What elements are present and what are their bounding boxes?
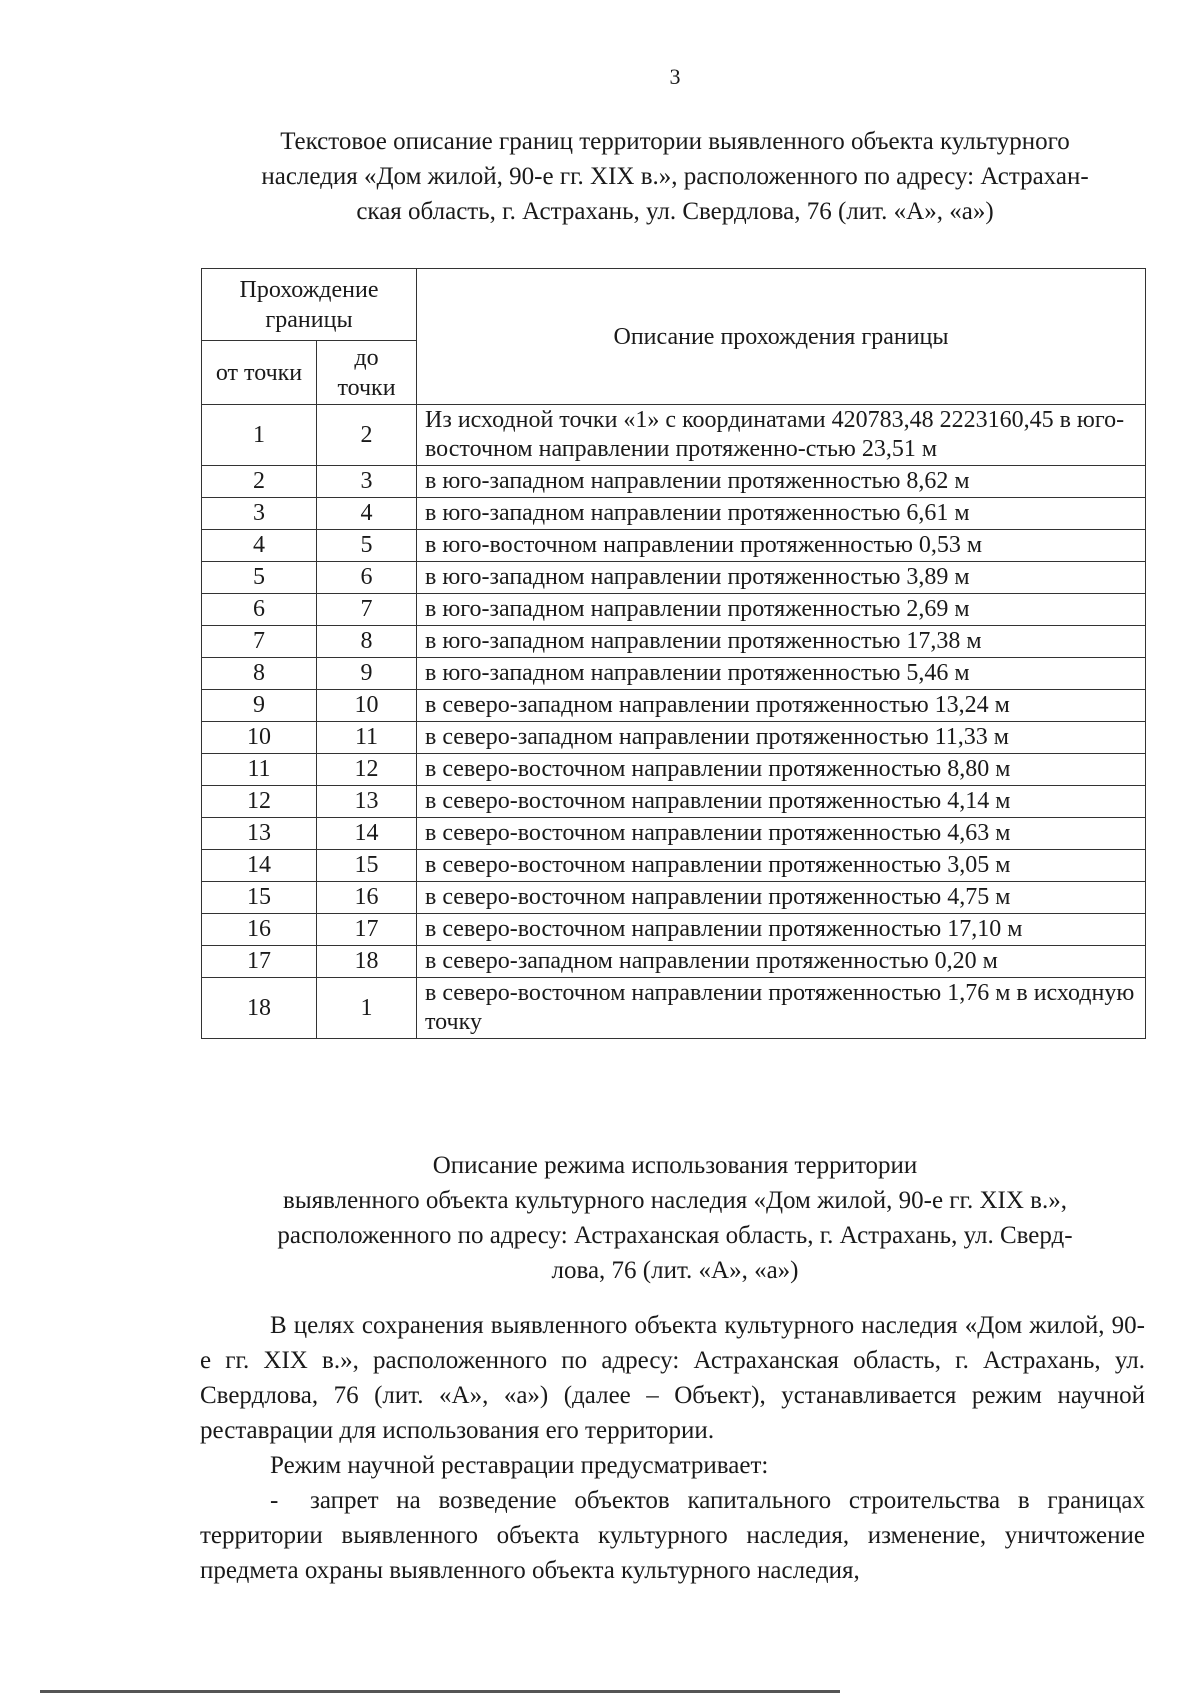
from-point-cell: 8	[202, 658, 317, 690]
to-point-cell: 3	[317, 466, 417, 498]
description-cell: в северо-западном направлении протяженностью 0,20 м	[417, 946, 1146, 978]
description-cell: в северо-восточном направлении протяженностью 4,75 м	[417, 882, 1146, 914]
boundary-table	[201, 268, 1146, 1039]
to-point-cell: 15	[317, 850, 417, 882]
from-point-cell: 17	[202, 946, 317, 978]
to-point-cell: 13	[317, 786, 417, 818]
to-point-cell: 10	[317, 690, 417, 722]
table-row	[202, 946, 1146, 978]
to-point-cell: 1	[317, 978, 417, 1039]
description-cell: в северо-восточном направлении протяженностью 17,10 м	[417, 914, 1146, 946]
to-point-cell: 4	[317, 498, 417, 530]
to-point-cell: 8	[317, 626, 417, 658]
header-to-point: до точки	[317, 341, 417, 405]
table-row	[202, 498, 1146, 530]
description-cell: в северо-восточном направлении протяженностью 4,63 м	[417, 818, 1146, 850]
from-point-cell: 11	[202, 754, 317, 786]
header-description: Описание прохождения границы	[417, 269, 1146, 405]
title-line: лова, 76 (лит. «А», «а»)	[551, 1257, 799, 1284]
table-row	[202, 754, 1146, 786]
bullet-dash: -	[270, 1487, 279, 1514]
table-row	[202, 978, 1146, 1039]
paragraph: Режим научной реставрации предусматривает:	[270, 1452, 769, 1479]
description-cell: в юго-восточном направлении протяженностью 0,53 м	[417, 530, 1146, 562]
title-line: выявленного объекта культурного наследия «Дом жилой, 90-е гг. XIX в.»,	[283, 1187, 1067, 1214]
description-cell: в юго-западном направлении протяженностью 8,62 м	[417, 466, 1146, 498]
to-point-cell: 11	[317, 722, 417, 754]
from-point-cell: 6	[202, 594, 317, 626]
from-point-cell: 2	[202, 466, 317, 498]
to-point-cell: 2	[317, 405, 417, 466]
from-point-cell: 1	[202, 405, 317, 466]
to-point-cell: 18	[317, 946, 417, 978]
table-row	[202, 690, 1146, 722]
to-point-cell: 12	[317, 754, 417, 786]
table-row	[202, 786, 1146, 818]
from-point-cell: 14	[202, 850, 317, 882]
to-point-cell: 5	[317, 530, 417, 562]
table-row	[202, 722, 1146, 754]
table-row	[202, 466, 1146, 498]
page-number: 3	[669, 64, 681, 89]
title-line: Текстовое описание границ территории выявленного объекта культурного	[280, 128, 1070, 155]
description-cell: в юго-западном направлении протяженностью 17,38 м	[417, 626, 1146, 658]
body-text	[200, 1308, 1145, 1588]
boundary-description-title	[200, 124, 1150, 229]
description-cell: в северо-восточном направлении протяженностью 8,80 м	[417, 754, 1146, 786]
page-bottom-rule	[40, 1690, 840, 1693]
description-cell: в юго-западном направлении протяженностью 6,61 м	[417, 498, 1146, 530]
usage-regime-title	[200, 1148, 1150, 1288]
title-line: расположенного по адресу: Астраханская область, г. Астрахань, ул. Сверд-	[277, 1222, 1073, 1249]
list-item	[200, 1483, 1145, 1588]
from-point-cell: 18	[202, 978, 317, 1039]
table-row	[202, 594, 1146, 626]
table-row	[202, 626, 1146, 658]
from-point-cell: 12	[202, 786, 317, 818]
to-point-cell: 14	[317, 818, 417, 850]
header-from-point: от точки	[202, 341, 317, 405]
paragraph: В целях сохранения выявленного объекта культурного наследия «Дом жилой, 90-е гг. XIX в.», расположенного по адресу: Астраханская область, г. Астрахань, ул. Свердлова, 76 (лит. «А», «а») (далее – Объект), устанавливается режим научной реставрации для использования его территории.	[200, 1312, 1145, 1444]
description-cell: в северо-восточном направлении протяженностью 3,05 м	[417, 850, 1146, 882]
description-cell: Из исходной точки «1» с координатами 420783,48 2223160,45 в юго-восточном направлении протяженно-стью 23,51 м	[417, 405, 1146, 466]
from-point-cell: 16	[202, 914, 317, 946]
from-point-cell: 9	[202, 690, 317, 722]
description-cell: в юго-западном направлении протяженностью 3,89 м	[417, 562, 1146, 594]
table-row	[202, 882, 1146, 914]
description-cell: в северо-восточном направлении протяженностью 1,76 м в исходную точку	[417, 978, 1146, 1039]
header-boundary-passage: Прохождение границы	[202, 269, 417, 341]
title-line: ская область, г. Астрахань, ул. Свердлова, 76 (лит. «А», «а»)	[356, 198, 994, 225]
list-item-text: запрет на возведение объектов капитального строительства в границах территории выявленного объекта культурного наследия, изменение, уничтожение предмета охраны выявленного объекта культурного наследия,	[200, 1487, 1145, 1584]
from-point-cell: 4	[202, 530, 317, 562]
description-cell: в северо-западном направлении протяженностью 11,33 м	[417, 722, 1146, 754]
title-line: наследия «Дом жилой, 90-е гг. XIX в.», расположенного по адресу: Астрахан-	[261, 163, 1089, 190]
to-point-cell: 17	[317, 914, 417, 946]
description-cell: в северо-восточном направлении протяженностью 4,14 м	[417, 786, 1146, 818]
table-row	[202, 405, 1146, 466]
to-point-cell: 7	[317, 594, 417, 626]
table-body	[202, 405, 1146, 1039]
from-point-cell: 13	[202, 818, 317, 850]
from-point-cell: 5	[202, 562, 317, 594]
from-point-cell: 7	[202, 626, 317, 658]
description-cell: в юго-западном направлении протяженностью 2,69 м	[417, 594, 1146, 626]
title-line: Описание режима использования территории	[432, 1152, 918, 1179]
from-point-cell: 3	[202, 498, 317, 530]
to-point-cell: 6	[317, 562, 417, 594]
table-row	[202, 562, 1146, 594]
from-point-cell: 10	[202, 722, 317, 754]
to-point-cell: 9	[317, 658, 417, 690]
description-cell: в юго-западном направлении протяженностью 5,46 м	[417, 658, 1146, 690]
table-row	[202, 658, 1146, 690]
table-row	[202, 914, 1146, 946]
table-row	[202, 818, 1146, 850]
description-cell: в северо-западном направлении протяженностью 13,24 м	[417, 690, 1146, 722]
from-point-cell: 15	[202, 882, 317, 914]
table-row	[202, 850, 1146, 882]
table-row	[202, 530, 1146, 562]
to-point-cell: 16	[317, 882, 417, 914]
